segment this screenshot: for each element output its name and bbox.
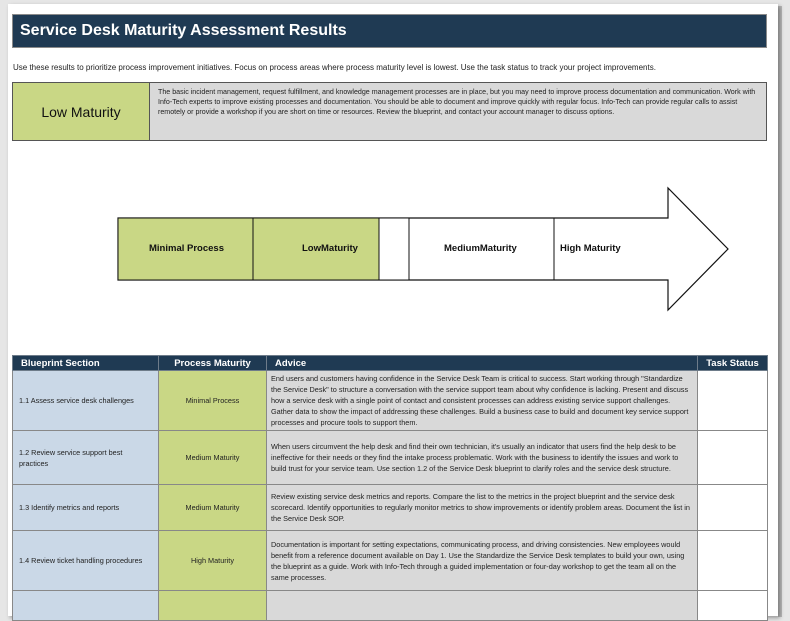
title-bar xyxy=(12,14,767,48)
table-row xyxy=(13,531,768,591)
col-header-section: Blueprint Section xyxy=(13,356,159,371)
row-advice: Documentation is important for setting expectations, communicating process, and driving consistencies. New employees would benefit from a reference document available on Day 1. Use the Standardize the Service Desk templates to build your own, using the blueprint as a guide. Work with Info-Tech through a guided implementation or four-day workshop to get the team all on the same processes. xyxy=(267,531,698,591)
row-section: 1.2 Review service support best practices xyxy=(13,431,159,485)
maturity-level-label: Low Maturity xyxy=(13,83,150,140)
page-shadow xyxy=(778,6,782,617)
table-row xyxy=(13,371,768,431)
row-advice: Review existing service desk metrics and reports. Compare the list to the metrics in the project blueprint and the service desk scorecard. Identify opportunities to regularly monitor metrics to show improvements or identify problem areas. Document the list in the Service Desk SOP. xyxy=(267,485,698,531)
row-section: 1.1 Assess service desk challenges xyxy=(13,371,159,431)
scale-label-minimal: Minimal Process xyxy=(149,243,224,254)
table-header-row xyxy=(13,356,768,371)
row-task-status[interactable] xyxy=(698,371,768,431)
results-table xyxy=(12,355,768,621)
page-title: Service Desk Maturity Assessment Results xyxy=(20,22,347,39)
scale-label-medium: MediumMaturity xyxy=(444,243,517,254)
scale-segment-low-unfilled xyxy=(379,218,409,280)
scale-label-high: High Maturity xyxy=(560,243,621,254)
maturity-result-box xyxy=(12,82,767,141)
col-header-advice: Advice xyxy=(267,356,698,371)
col-header-task-status: Task Status xyxy=(698,356,768,371)
row-section: 1.4 Review ticket handling procedures xyxy=(13,531,159,591)
row-task-status[interactable] xyxy=(698,431,768,485)
row-task-status[interactable] xyxy=(698,485,768,531)
table-row xyxy=(13,431,768,485)
row-maturity: Minimal Process xyxy=(159,371,267,431)
maturity-description: The basic incident management, request fulfillment, and knowledge management processes are in place, but you may need to improve process documentation and communication. Work with Info-Tech experts to improve existing processes and documentation. You should be able to document and improve quickly with regular focus. Info-Tech can provide regular calls to assist remotely or provide a workshop if you are short on time or resources. Review the blueprint, and contact your account manager to discuss options. xyxy=(158,88,756,116)
col-header-maturity: Process Maturity xyxy=(159,356,267,371)
intro-text: Use these results to prioritize process improvement initiatives. Focus on process areas where process maturity level is lowest. Use the task status to track your project improvements. xyxy=(13,63,656,72)
row-advice: End users and customers having confidence in the Service Desk Team is critical to success. Start working through "Standardize the Service Desk" to structure a conversation with the service support team about why confidence is lacking. Present and discuss how a service desk with a single point of contact and consistent processes can address existing service support challenges. Gather data to show the impact of addressing these challenges. Build a business case to build and document key service support processes and procure tools to support them. xyxy=(267,371,698,431)
row-maturity: High Maturity xyxy=(159,531,267,591)
row-maturity xyxy=(159,591,267,621)
row-section: 1.3 Identify metrics and reports xyxy=(13,485,159,531)
scale-label-low: LowMaturity xyxy=(302,243,358,254)
table-row xyxy=(13,485,768,531)
row-advice: When users circumvent the help desk and find their own technician, it's usually an indicator that users find the help desk to be ineffective for their needs or they find the intake process problematic. Work with the business to identify the issues and work to build trust for your service team. Use section 1.2 of the Service Desk blueprint to clarify roles and the service desk structure. xyxy=(267,431,698,485)
row-task-status[interactable] xyxy=(698,591,768,621)
row-advice xyxy=(267,591,698,621)
row-task-status[interactable] xyxy=(698,531,768,591)
row-maturity: Medium Maturity xyxy=(159,485,267,531)
table-row xyxy=(13,591,768,621)
row-maturity: Medium Maturity xyxy=(159,431,267,485)
row-section xyxy=(13,591,159,621)
